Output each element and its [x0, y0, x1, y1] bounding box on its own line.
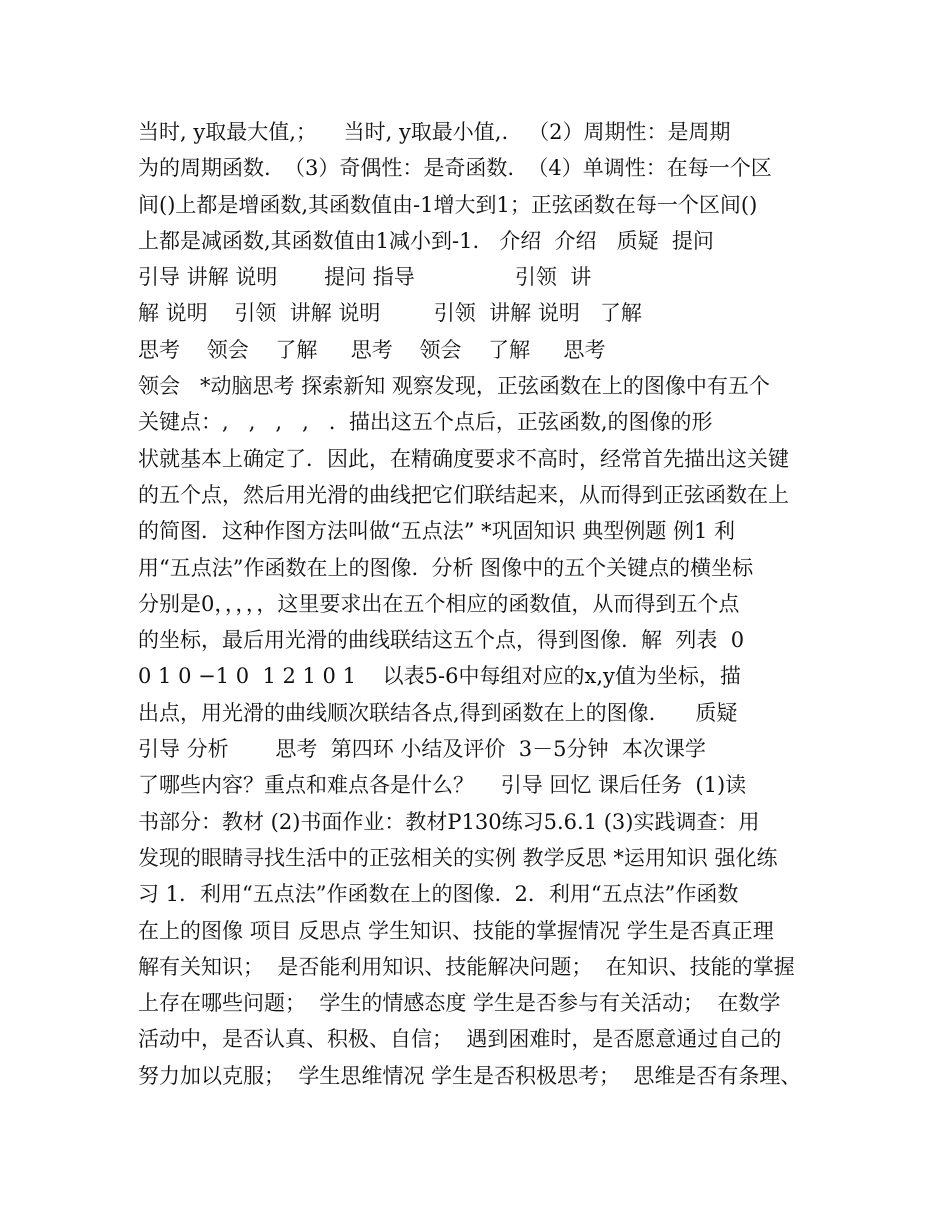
- text-line: 当时, y取最大值,； 当时, y取最小值,. （2）周期性：是周期: [138, 120, 731, 144]
- text-line: 出点，用光滑的曲线顺次联结各点,得到函数在上的图像. 质疑: [138, 700, 738, 725]
- text-line: 领会 *动脑思考 探索新知 观察发现，正弦函数在上的图像中有五个: [138, 374, 770, 399]
- text-line: 用“五点法”作函数在上的图像. 分析 图像中的五个关键点的横坐标: [138, 555, 754, 580]
- text-line: 为的周期函数. （3）奇偶性：是奇函数. （4）单调性：在每一个区: [138, 156, 772, 181]
- text-line: 的简图．这种作图方法叫做“五点法” *巩固知识 典型例题 例1 利: [138, 519, 736, 544]
- text-line: 上存在哪些问题； 学生的情感态度 学生是否参与有关活动； 在数学: [138, 991, 781, 1016]
- text-line: 解 说明 引领 讲解 说明 引领 讲解 说明 了解: [138, 301, 642, 326]
- body-text: [138, 114, 818, 1094]
- text-line: 引导 分析 思考 第四环 小结及评价 3－5分钟 本次课学: [138, 737, 706, 762]
- text-line: 努力加以克服； 学生思维情况 学生是否积极思考； 思维是否有条理、: [138, 1063, 802, 1088]
- text-line: 书部分：教材 (2)书面作业：教材P130练习5.6.1 (3)实践调查：用: [138, 809, 760, 834]
- text-line: 引导 讲解 说明 提问 指导 引领 讲: [138, 265, 592, 290]
- text-line: 关键点：, , , , . 描出这五个点后，正弦函数,的图像的形: [138, 410, 713, 435]
- text-line: 解有关知识； 是否能利用知识、技能解决问题； 在知识、技能的掌握: [138, 954, 795, 979]
- text-line: 间()上都是增函数,其函数值由-1增大到1；正弦函数在每一个区间(): [138, 192, 758, 217]
- text-line: 活动中，是否认真、积极、自信； 遇到困难时，是否愿意通过自己的: [138, 1027, 782, 1052]
- text-line: 了哪些内容？重点和难点各是什么？ 引导 回忆 课后任务 (1)读: [138, 773, 747, 798]
- text-line: 习 1．利用“五点法”作函数在上的图像. 2．利用“五点法”作函数: [138, 882, 739, 907]
- text-line: 上都是减函数,其函数值由1减小到-1. 介绍 介绍 质疑 提问: [138, 228, 714, 253]
- text-line: 的坐标，最后用光滑的曲线联结这五个点，得到图像. 解 列表 0: [138, 628, 745, 653]
- text-line: 的五个点，然后用光滑的曲线把它们联结起来，从而得到正弦函数在上: [138, 482, 789, 507]
- text-line: 在上的图像 项目 反思点 学生知识、技能的掌握情况 学生是否真正理: [138, 918, 774, 943]
- text-line: 发现的眼睛寻找生活中的正弦相关的实例 教学反思 *运用知识 强化练: [138, 845, 778, 870]
- text-line: 分别是0，，，，，这里要求出在五个相应的函数值，从而得到五个点: [138, 591, 740, 616]
- text-line: 思考 领会 了解 思考 领会 了解 思考: [138, 337, 606, 362]
- text-line: 0 1 0 −1 0 1 2 1 0 1 以表5-6中每组对应的x,y值为坐标，描: [138, 664, 741, 689]
- text-line: 状就基本上确定了．因此，在精确度要求不高时，经常首先描出这关键: [138, 446, 789, 471]
